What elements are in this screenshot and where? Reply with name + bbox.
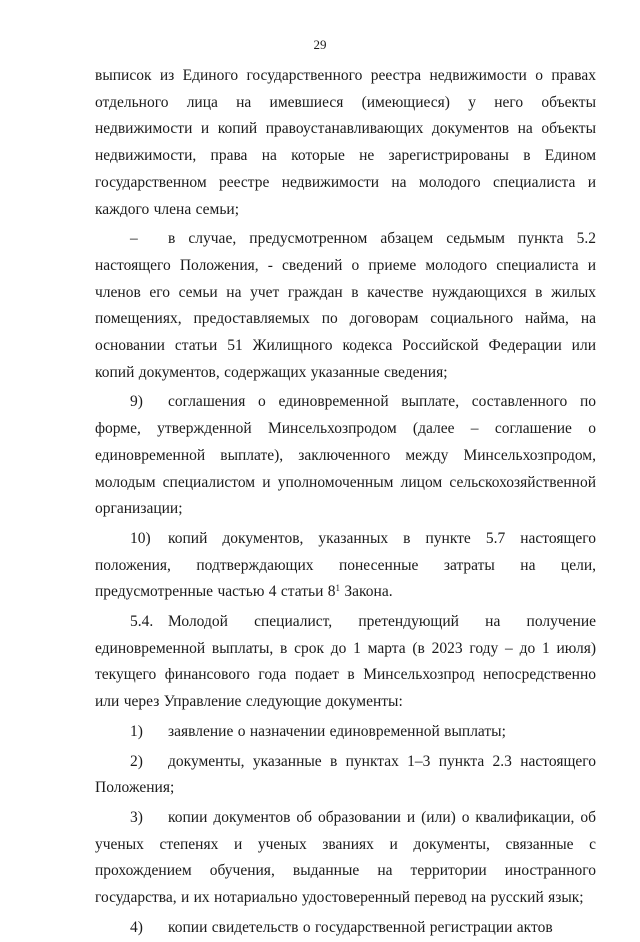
section-number: 5.4. xyxy=(130,613,154,631)
list-marker: 9) xyxy=(130,393,143,411)
paragraph-item-4 xyxy=(95,915,596,942)
list-marker: 1) xyxy=(130,722,143,740)
paragraph-text-end: Закона. xyxy=(340,583,393,601)
paragraph-item-2 xyxy=(95,749,596,802)
list-marker: 4) xyxy=(130,918,143,936)
paragraph-text: копий документов, указанных в пункте 5.7 настоящего положения, подтверждающих понесенные затраты на цели, предусмотренные частью 4 статьи 8 xyxy=(95,529,596,601)
paragraph-text: в случае, предусмотренном абзацем седьмым пункта 5.2 настоящего Положения, - сведений о приеме молодого специалиста и членов его семьи на учет граждан в качестве нуждающихся в жилых помещениях, предоставляемых по договорам социального найма, на основании статьи 51 Жилищного кодекса Российской Федерации или копий документов, содержащих указанные сведения; xyxy=(95,230,596,381)
paragraph-text: копии документов об образовании и (или) о квалификации, об ученых степенях и ученых званиях и документы, связанные с прохождением обучения, выданные на территории иностранного государства, и их нотариально удостоверенный перевод на русский язык; xyxy=(95,808,596,907)
paragraph-text: документы, указанные в пунктах 1–3 пункта 2.3 настоящего Положения; xyxy=(95,752,596,797)
document-body xyxy=(95,63,596,942)
paragraph-dash-item xyxy=(95,226,596,386)
paragraph-text: копии свидетельств о государственной регистрации актов xyxy=(168,918,553,936)
paragraph-item-10 xyxy=(95,526,596,606)
list-marker: 3) xyxy=(130,808,143,826)
paragraph-item-3 xyxy=(95,805,596,912)
paragraph-item-1 xyxy=(95,719,596,746)
list-marker: – xyxy=(130,230,138,248)
page-number: 29 xyxy=(313,37,327,52)
paragraph-item-9 xyxy=(95,389,596,523)
paragraph-text: Молодой специалист, претендующий на получение единовременной выплаты, в срок до 1 марта (в 2023 году – до 1 июля) текущего финансового года подает в Минсельхозпрод непосредственно или через Управление следующие документы: xyxy=(95,613,596,711)
paragraph-text: соглашения о единовременной выплате, составленного по форме, утвержденной Минсельхозпродом (далее – соглашение о единовременной выплате), заключенного между Минсельхозпродом, молодым специалистом и уполномоченным лицом сельскохозяйственной организации; xyxy=(95,393,596,518)
superscript: 1 xyxy=(335,583,341,594)
paragraph-continuation: выписок из Единого государственного реестра недвижимости о правах отдельного лица на имевшиеся (имеющиеся) у него объекты недвижимости и копий правоустанавливающих документов на объекты недвижимости, права на которые не зарегистрированы в Едином государственном реестре недвижимости на молодого специалиста и каждого члена семьи; xyxy=(95,67,596,218)
list-marker: 2) xyxy=(130,752,143,770)
paragraph-text: заявление о назначении единовременной выплаты; xyxy=(168,722,506,740)
list-marker: 10) xyxy=(130,529,151,547)
paragraph-section-5-4 xyxy=(95,609,596,716)
